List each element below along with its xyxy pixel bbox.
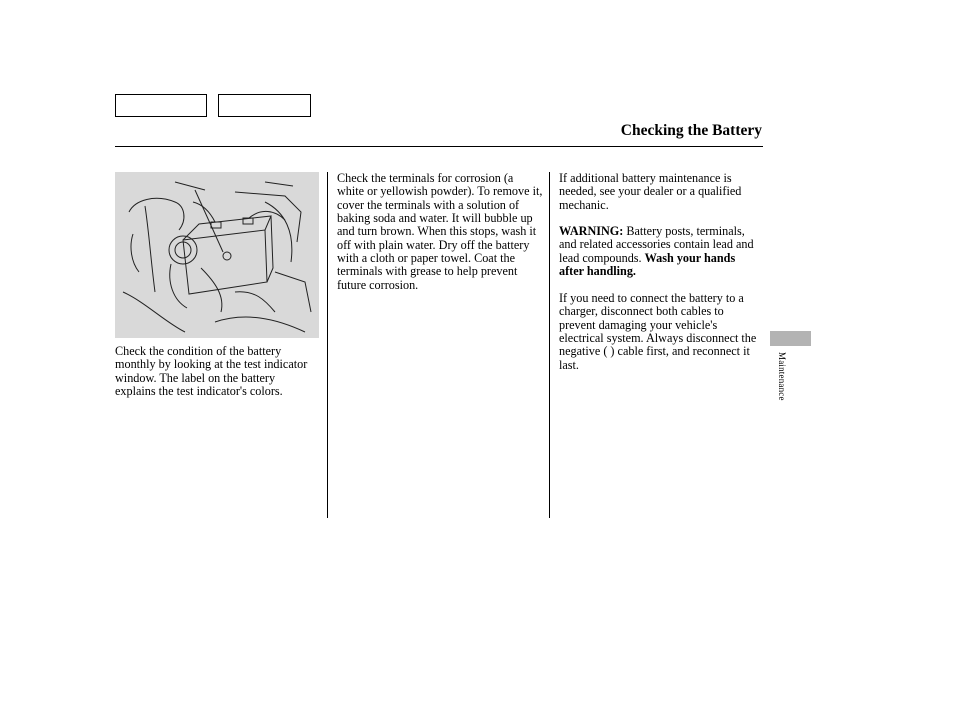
title-divider [115,146,763,147]
warning-text: Battery posts, terminals, and related accessories contain lead and lead compounds. [559,224,754,265]
section-tab-label: Maintenance [777,352,787,401]
column-divider [327,172,328,518]
warning-label: WARNING: [559,224,624,238]
warning-paragraph [559,225,762,278]
battery-illustration [115,172,319,338]
nav-box-contents[interactable] [115,94,207,117]
battery-condition-paragraph: Check the condition of the battery monthly by looking at the test indicator window. The label on the battery explains the test indicator's colors. [115,344,308,399]
page-title: Checking the Battery [620,122,762,139]
engine-bay-drawing [115,172,319,338]
column-divider [549,172,550,518]
warning-wash-hands: Wash your hands after handling. [559,250,736,279]
charger-disconnect-paragraph: If you need to connect the battery to a charger, disconnect both cables to prevent damaging your vehicle's electrical system. Always disconnect the negative ( ) cable first, and reconnect it last. [559,291,757,372]
dealer-maintenance-paragraph: If additional battery maintenance is needed, see your dealer or a qualified mechanic. [559,171,742,212]
section-tab [770,331,811,346]
terminal-corrosion-paragraph: Check the terminals for corrosion (a white or yellowish powder). To remove it, cover the terminals with a solution of baking soda and water. It will bubble up and turn brown. When this stops, wash it off with plain water. Dry off the battery with a cloth or paper towel. Coat the terminals with grease to help prevent future corrosion. [337,171,543,292]
nav-box-index[interactable] [218,94,311,117]
